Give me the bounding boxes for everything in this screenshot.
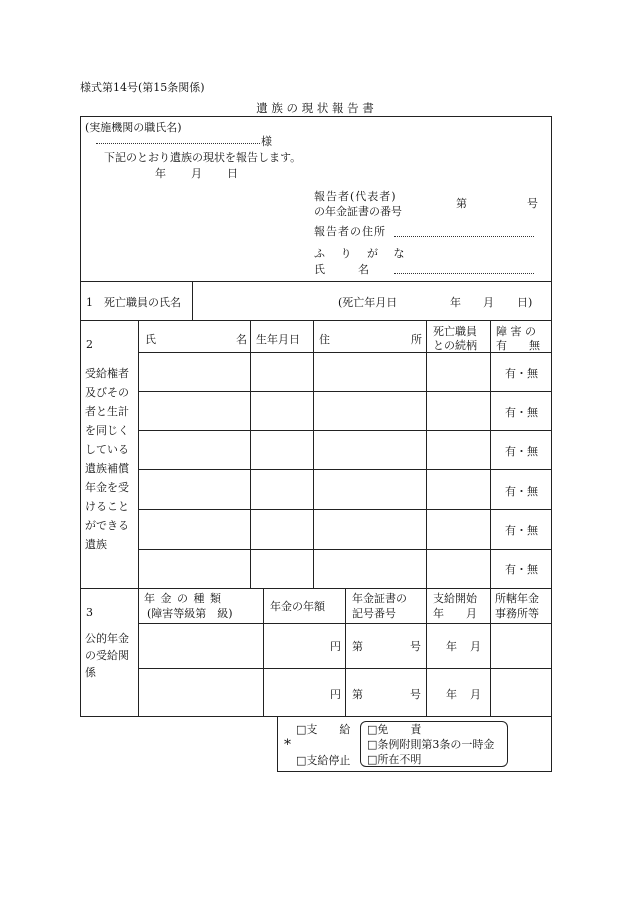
section2-side-label: 受給権者 及びその 者と生計 を同じく している 遺族補償 年金を受 けること ができる 遺族 (85, 367, 129, 551)
deceased-name-label: 1 死亡職員の氏名 (86, 296, 181, 309)
col-pension-office-1: 所轄年金 (495, 592, 539, 605)
honorific: 様 (261, 135, 272, 148)
col-pension-office-2: 事務所等 (495, 607, 539, 620)
date-day-label: 日 (227, 167, 238, 180)
cert-go-1: 号 (410, 640, 421, 653)
col-name-2: 名 (236, 333, 247, 346)
status-option-suspended[interactable]: □支給停止 (296, 754, 351, 767)
date-year-label: 年 (155, 167, 166, 180)
col-relation-1: 死亡職員 (433, 325, 477, 338)
disability-yes-no-3[interactable]: 有・無 (505, 445, 538, 458)
document-title: 遺 族 の 現 状 報 告 書 (256, 101, 374, 115)
disability-yes-no-1[interactable]: 有・無 (505, 367, 538, 380)
pension-yen-2: 円 (330, 688, 341, 701)
report-intro-text: 下記のとおり遺族の現状を報告します。 (104, 151, 302, 164)
col-relation-2: との続柄 (433, 339, 477, 352)
col-disability-1: 障 害 の (496, 325, 536, 338)
section3-number: 3 (86, 606, 93, 619)
col-cert-number-1: 年金証書の (352, 592, 407, 605)
status-option-whereabouts-unknown[interactable]: □所在不明 (367, 753, 422, 766)
death-date-label: (死亡年月日 (338, 296, 398, 309)
reporter-pension-label-1: 報告者(代表者) (314, 190, 397, 203)
disability-yes-no-2[interactable]: 有・無 (505, 406, 538, 419)
start-year-2: 年 (446, 688, 457, 701)
pension-number-dai: 第 (456, 197, 467, 210)
start-month-2: 月 (470, 688, 481, 701)
col-name-1: 氏 (145, 333, 156, 346)
addressee-label: (実施機関の職氏名) (85, 121, 182, 134)
cert-dai-2: 第 (352, 688, 363, 701)
col-start-date-2: 年 月 (433, 607, 477, 620)
furigana-label: ふ り が な (314, 247, 411, 260)
col-pension-amount: 年金の年額 (270, 600, 325, 613)
status-option-exempt[interactable]: □免 責 (367, 723, 422, 736)
reporter-name-label: 氏 名 (314, 263, 369, 276)
section2-number: 2 (86, 338, 93, 351)
death-month-label: 月 (483, 296, 494, 309)
death-day-label: 日) (517, 296, 533, 309)
form-number: 様式第14号(第15条関係) (80, 81, 205, 94)
addressee-blank-line (96, 143, 260, 144)
disability-yes-no-6[interactable]: 有・無 (505, 563, 538, 576)
col-address-2: 所 (411, 333, 422, 346)
col-start-date-1: 支給開始 (433, 592, 477, 605)
cert-go-2: 号 (410, 688, 421, 701)
section3-side-label: 公的年金 の受給関 係 (85, 632, 129, 679)
pension-yen-1: 円 (330, 640, 341, 653)
status-option-payment[interactable]: □支 給 (296, 723, 351, 736)
status-asterisk: * (284, 737, 291, 753)
date-month-label: 月 (191, 167, 202, 180)
status-option-lump-sum[interactable]: □条例附則第3条の一時金 (367, 738, 495, 751)
disability-yes-no-5[interactable]: 有・無 (505, 524, 538, 537)
col-disability-2: 有 無 (496, 339, 540, 352)
col-pension-type-1: 年 金 の 種 類 (144, 592, 222, 605)
col-birthdate: 生年月日 (256, 333, 300, 346)
col-address-1: 住 (319, 333, 330, 346)
start-month-1: 月 (470, 640, 481, 653)
col-cert-number-2: 記号番号 (352, 607, 396, 620)
death-year-label: 年 (450, 296, 461, 309)
col-pension-type-2: (障害等級第 級) (147, 607, 233, 620)
reporter-address-label: 報告者の住所 (314, 225, 386, 238)
reporter-name-line (394, 273, 534, 274)
disability-yes-no-4[interactable]: 有・無 (505, 485, 538, 498)
reporter-pension-label-2: の年金証書の番号 (314, 205, 402, 218)
pension-number-go: 号 (527, 197, 538, 210)
start-year-1: 年 (446, 640, 457, 653)
cert-dai-1: 第 (352, 640, 363, 653)
reporter-address-line (394, 236, 534, 237)
